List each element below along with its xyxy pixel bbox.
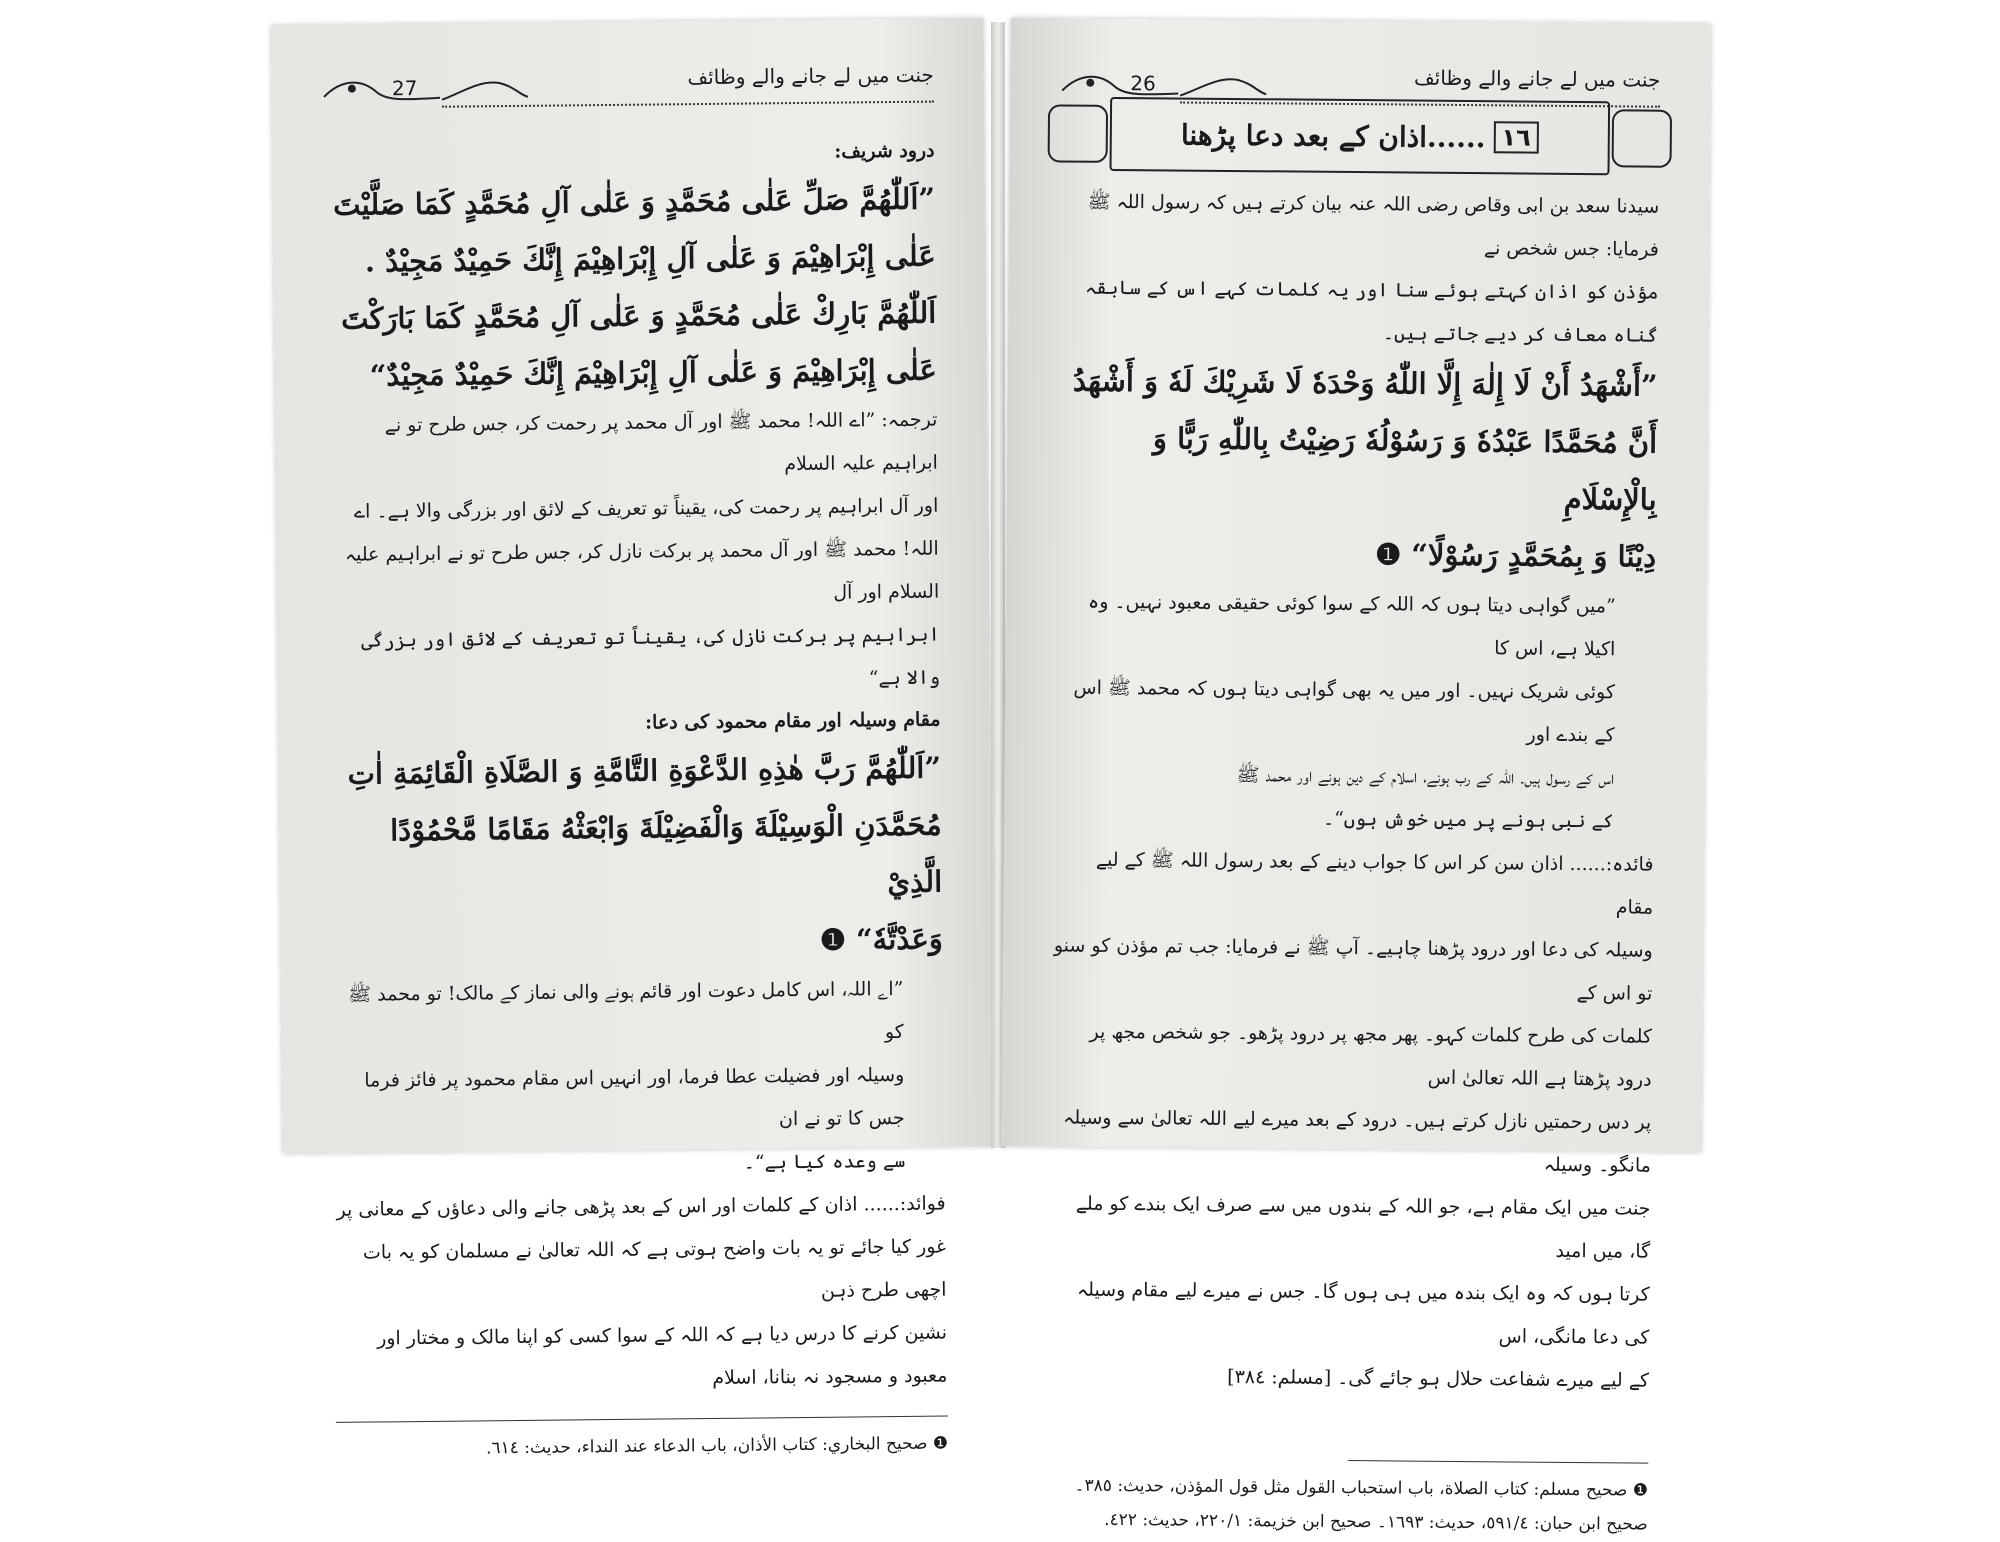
arabic-line: ”اَللّٰهُمَّ صَلِّ عَلٰى مُحَمَّدٍ وَ عَلٰى آلِ مُحَمَّدٍ كَمَا صَلَّيْتَ (333, 181, 936, 222)
intro-line: مؤذن کو اذان کہتے ہوئے سنا اور یہ کلمات کہے اس کے سابقہ گناہ معاف کر دیے جاتے ہیں۔ (1084, 276, 1659, 347)
faida-line: جنت میں ایک مقام ہے، جو اللہ کے بندوں میں سے صرف ایک بندے کو ملے گا، میں امید (1075, 1192, 1651, 1263)
arabic-line: عَلٰى إِبْرَاهِيْمَ وَ عَلٰى آلِ إِبْرَاهِيْمَ إِنَّكَ حَمِيْدٌ مَجِيْدٌ . (364, 238, 936, 279)
translation-line: کے نبی ہونے پر میں خوش ہوں“۔ (1322, 807, 1614, 833)
ornament-icon (1178, 70, 1268, 101)
chapter-title: ......اذان کے بعد دعا پڑھنا (1180, 118, 1486, 154)
dua-heading: مقام وسیلہ اور مقام محمود کی دعا: (644, 708, 941, 734)
footnote-rule (336, 1416, 948, 1423)
page-header (322, 63, 934, 119)
chapter-number: ١٦ (1493, 121, 1539, 153)
footnote-rule (1348, 1460, 1648, 1464)
page-body (322, 131, 948, 1467)
translation-line: اللہ! محمد ﷺ اور آل محمد پر برکت نازل کر، جس طرح تو نے ابراہیم علیہ السلام اور آل (344, 537, 940, 604)
arabic-line: اَللّٰهُمَّ بَارِكْ عَلٰى مُحَمَّدٍ وَ عَلٰى آلِ مُحَمَّدٍ كَمَا بَارَكْتَ (340, 295, 937, 336)
translation-line: ”اے اللہ، اس کامل دعوت اور قائم ہونے والی نماز کے مالک! تو محمد ﷺ کو (348, 977, 904, 1044)
intro-line: سیدنا سعد بن ابی وقاص رضی اللہ عنہ بیان کرتے ہیں کہ رسول اللہ ﷺ فرمایا: جس شخص نے (1087, 190, 1660, 261)
fawaid-line: غور کیا جائے تو یہ بات واضح ہوتی ہے کہ اللہ تعالیٰ نے مسلمان کو یہ بات اچھی طرح ذہن (362, 1235, 947, 1302)
section-heading: درود شریف: (834, 139, 935, 163)
footnote: صحيح ابن حبان: ٥٩١/٤، حديث: ١٦٩٣۔ صحيح ابن خزيمة: ٢٢٠/١، حديث: ٤٢٢. (1104, 1509, 1648, 1535)
ornament-icon (440, 73, 530, 104)
page-number: 26 (1130, 71, 1156, 96)
translation-line: اس کے رسول ہیں۔ اللہ کے رب ہونے، اسلام کے دین ہونے اور محمد ﷺ (1236, 764, 1615, 790)
fawaid-line: نشین کرنے کا درس دیا ہے کہ اللہ کے سوا کسی کو اپنا مالک و مختار اور معبود و مسجود نہ بنانا، اسلام (377, 1321, 948, 1389)
running-title: جنت میں لے جانے والے وظائف (687, 62, 934, 90)
page-number: 27 (391, 75, 418, 101)
arabic-line: دِيْنًا وَ بِمُحَمَّدٍ رَسُوْلًا“ ❶ (1375, 537, 1657, 574)
faida-line: کلمات کی طرح کلمات کہو۔ پھر مجھ پر درود پڑھو۔ جو شخص مجھ پر درود پڑھتا ہے اللہ تعالیٰ اس (1089, 1020, 1653, 1091)
page-left (271, 18, 995, 1459)
page-right (1001, 18, 1711, 1535)
faida-line: کرتا ہوں کہ وہ ایک بندہ میں ہی ہوں گا۔ جس نے میرے لیے مقام وسیلہ کی دعا مانگی، اس (1076, 1278, 1650, 1349)
translation-line: کوئی شریک نہیں۔ اور میں یہ بھی گواہی دیتا ہوں کہ محمد ﷺ اس کے بندے اور (1073, 676, 1616, 747)
page-body (1048, 180, 1660, 1541)
arabic-line: أَنَّ مُحَمَّدًا عَبْدُهٗ وَ رَسُوْلُهٗ رَضِيْتُ بِاللّٰهِ رَبًّا وَ بِالْإِسْلَامِ (1152, 421, 1658, 517)
ornament-icon (1060, 68, 1180, 99)
translation-line: وسیلہ اور فضیلت عطا فرما، اور انہیں اس مقام محمود پر فائز فرما جس کا تو نے ان (364, 1063, 905, 1131)
running-title: جنت میں لے جانے والے وظائف (1413, 65, 1661, 92)
footnote: ❶ صحيح البخاري: كتاب الأذان، باب الدعاء عند النداء، حديث: ٦١٤. (485, 1433, 949, 1459)
ornament-icon (322, 74, 442, 105)
fawaid-line: فوائد:...... اذان کے کلمات اور اس کے بعد پڑھی جانے والی دعاؤں کے معانی پر (336, 1192, 946, 1221)
arabic-line: عَلٰى إِبْرَاهِيْمَ وَ عَلٰى آلِ إِبْرَاهِيْمَ إِنَّكَ حَمِيْدٌ مَجِيْدٌ“ (369, 352, 938, 393)
arabic-line: مُحَمَّدَنِ الْوَسِيْلَةَ وَالْفَضِيْلَةَ وَابْعَثْهُ مَقَامًا مَّحْمُوْدًا الَّذِيْ (389, 807, 943, 900)
open-book (283, 18, 1728, 1535)
arabic-line: ”أَشْهَدُ أَنْ لَا إِلٰهَ إِلَّا اللّٰهُ وَحْدَهٗ لَا شَرِيْكَ لَهٗ وَ أَشْهَدُ (1072, 363, 1658, 403)
translation-line: ترجمہ: ”اے اللہ! محمد ﷺ اور آل محمد پر رحمت کر، جس طرح تو نے ابراہیم علیہ السلام (384, 408, 938, 476)
chapter-title-box (1110, 97, 1611, 175)
translation-line: ”میں گواہی دیتا ہوں کہ اللہ کے سوا کوئی حقیقی معبود نہیں۔ وہ اکیلا ہے، اس کا (1088, 590, 1616, 661)
arabic-line: وَعَدْتَّهٗ“ ❶ (819, 921, 944, 957)
footnote: ❶ صحيح مسلم: كتاب الصلاة، باب استحباب القول مثل قول المؤذن، حديث: ٣٨٥۔ (1074, 1475, 1649, 1501)
translation-line: ابراہیم پر برکت نازل کی، یقیناً تو تعریف کے لائق اور بزرگی والا ہے“ (361, 623, 941, 690)
arabic-line: ”اَللّٰهُمَّ رَبَّ هٰذِهِ الدَّعْوَةِ التَّامَّةِ وَ الصَّلَاةِ الْقَائِمَةِ اٰتِ (347, 750, 942, 791)
faida-line: فائدہ:...... اذان سن کر اس کا جواب دینے کے بعد رسول اللہ ﷺ کے لیے مقام (1095, 848, 1654, 919)
translation-line: اور آل ابراہیم پر رحمت کی، یقیناً تو تعریف کے لائق اور بزرگی والا ہے۔ اے (353, 494, 939, 523)
faida-line: پر دس رحمتیں نازل کرتے ہیں۔ درود کے بعد میرے لیے اللہ تعالیٰ سے وسیلہ مانگو۔ وسیلہ (1063, 1106, 1652, 1177)
faida-line: وسیلہ کی دعا اور درود پڑھنا چاہیے۔ آپ ﷺ نے فرمایا: جب تم مؤذن کو سنو تو اس کے (1053, 934, 1653, 1005)
faida-line: کے لیے میرے شفاعت حلال ہو جائے گی۔ [مسلم: ٣٨٤] (1227, 1365, 1650, 1392)
translation-line: سے وعدہ کیا ہے“۔ (743, 1149, 906, 1174)
